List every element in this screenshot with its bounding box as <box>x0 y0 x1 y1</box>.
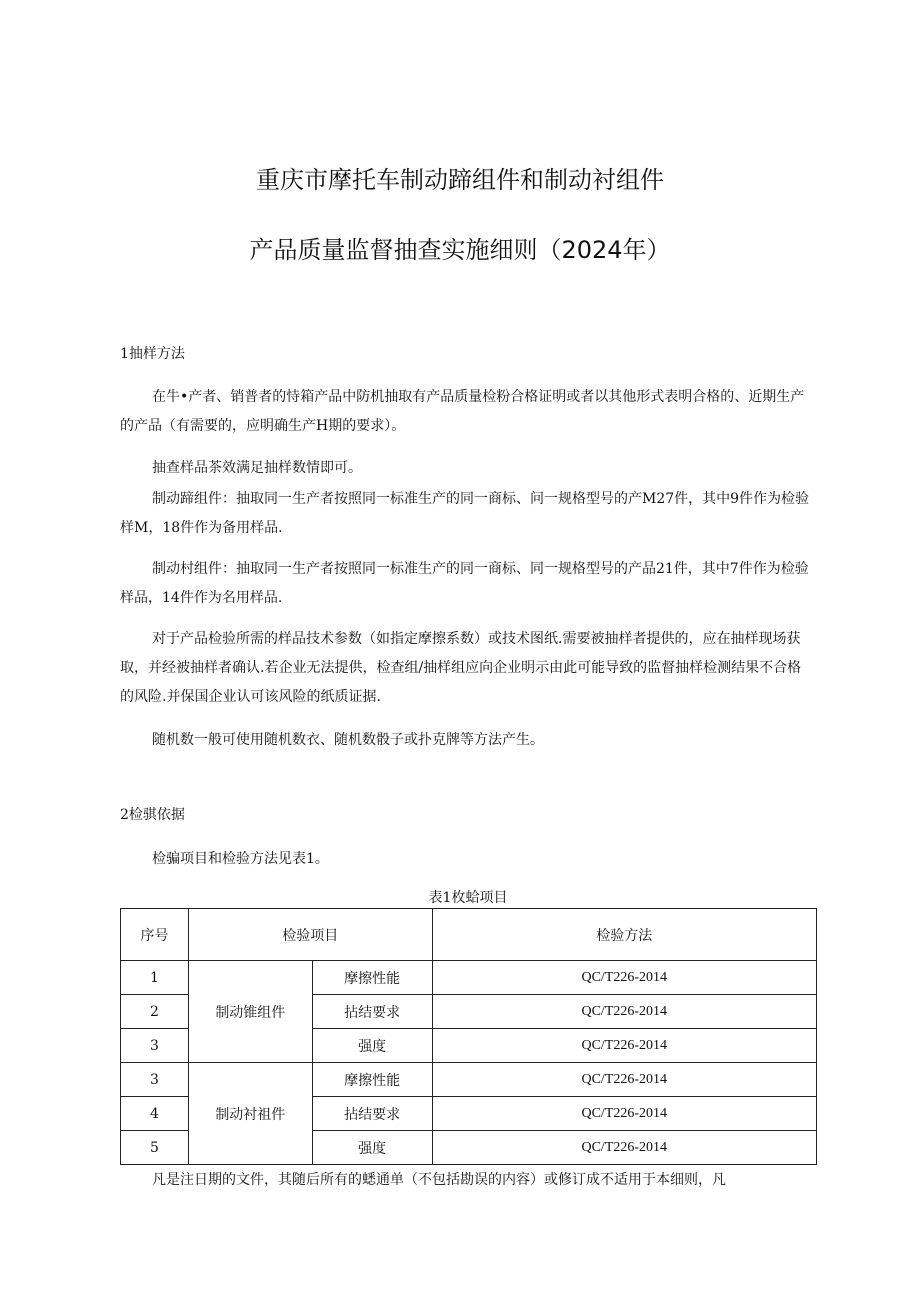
section-1-paragraph: 制动村组件：抽取同一生产者按照同一标准生产的同一商标、同一规格型号的产品21件，其中7件作为检验样品，14件作为名用样品. <box>120 561 809 606</box>
group-name: 制动锥组件 <box>188 961 312 1063</box>
section-1-paragraph: 抽查样品茶效满足抽样数情即可。 <box>152 460 362 476</box>
row-method: QC/T226-2014 <box>432 1097 816 1131</box>
section-2-paragraph: 检骗项目和检验方法见表1。 <box>152 851 329 867</box>
table-caption: 表1枚蛤项目 <box>428 890 508 906</box>
section-1-paragraph: 对于产品检验所需的样品技术参数（如指定摩擦系数）或技术图纸.需要被抽样者提供的，应在抽样现场获取，并经被抽样者确认.若企业无法提供，检查组/抽样组应向企业明示由此可能导致的监督抽样检测结果不合格的风险.并保国企业认可该风险的纸质证据. <box>120 631 802 705</box>
document-title-line-1: 重庆市摩托车制动蹄组件和制动衬组件 <box>256 166 664 194</box>
section-1-paragraph: 在牛•产者、销普者的恃箱产品中防机抽取有产品质量检粉合格证明或者以其他形式表明合格的、近期生产的产品（有需要的，应明确生产H期的要求）。 <box>120 389 805 434</box>
row-item: 强度 <box>312 1131 432 1165</box>
row-number: 1 <box>121 961 189 995</box>
section-2-heading: 2检骐依据 <box>120 807 185 823</box>
row-method: QC/T226-2014 <box>432 1131 816 1165</box>
row-item: 拈结要求 <box>312 995 432 1029</box>
row-method: QC/T226-2014 <box>432 995 816 1029</box>
row-method: QC/T226-2014 <box>432 1029 816 1063</box>
row-item: 摩擦性能 <box>312 961 432 995</box>
row-method: QC/T226-2014 <box>432 961 816 995</box>
table-header-row <box>121 909 817 961</box>
row-item: 摩擦性能 <box>312 1063 432 1097</box>
table-row <box>121 1063 817 1097</box>
header-inspection-item: 检验项目 <box>188 909 432 961</box>
header-serial-number: 序号 <box>121 909 189 961</box>
document-title-line-2: 产品质量监督抽查实施细则（2024年） <box>249 236 671 264</box>
section-1-paragraph: 制动蹄组件：抽取同一生产者按照同一标准生产的同一商标、问一规格型号的产M27件，其中9件作为检验样M，18件作为备用样品. <box>120 491 810 536</box>
row-number: 3 <box>121 1029 189 1063</box>
row-method: QC/T226-2014 <box>432 1063 816 1097</box>
row-item: 强度 <box>312 1029 432 1063</box>
row-item: 拈结要求 <box>312 1097 432 1131</box>
row-number: 2 <box>121 995 189 1029</box>
row-number: 5 <box>121 1131 189 1165</box>
row-number: 3 <box>121 1063 189 1097</box>
table-row <box>121 961 817 995</box>
section-2-footer-paragraph: 凡是注日期的文件，其随后所有的蟋通单（不包括勘误的内容）或修订成不适用于本细则，凡 <box>152 1172 726 1188</box>
section-1-heading: 1抽样方法 <box>120 346 185 362</box>
section-1-paragraph: 随机数一般可使用随机数衣、随机数骰子或扑克牌等方法产生。 <box>152 732 544 748</box>
row-number: 4 <box>121 1097 189 1131</box>
group-name: 制动衬祖件 <box>188 1063 312 1165</box>
inspection-items-table <box>120 908 817 1165</box>
header-inspection-method: 检验方法 <box>432 909 816 961</box>
